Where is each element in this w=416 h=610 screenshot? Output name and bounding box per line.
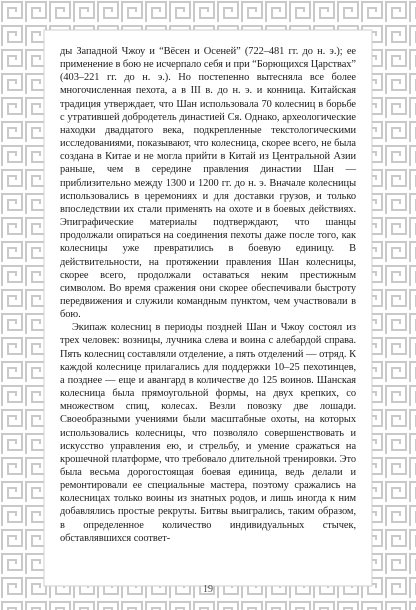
paragraph-2: Экипаж колесниц в периоды поздней Шан и Чжоу состоял из трех человек: возницы, лучника слева и воина с алебардой справа. Пять колесниц составляли отделение, а пять отделений — отряд. К каждой колеснице прилагались для поддержки 10–25 пехотинцев, а позднее — еще и авангард в количестве до 125 воинов. Шанская колесница была прямоугольной формы, на двух крепких, со множеством спиц, колесах. Везли повозку две лошади. Своеобразными учениями были масштабные охоты, на которых использовались колесницы, что позволяло совершенствовать и искусство управления ею, и стрельбу, и умение сражаться на крошечной платформе, что требовало длительной тренировки. Это была весьма дорогостоящая боевая единица, ведь делали и ремонтировали ее специальные мастера, поэтому сражались на колесницах только воины из знатных родов, и лишь иногда к ним добавлялись простые рекруты. Битвы выигрались, таким образом, в определенное количество индивидуальных стычек, обставлявшихся соответ-	[60, 322, 356, 544]
paragraph-1: ды Западной Чжоу и “Вёсен и Осеней” (722–481 гг. до н. э.); ее применение в бою не исчерпало себя и при “Борющихся Царствах” (403–221 гг. до н. э.). Но постепенно вытесняла все более многочисленная пехота, а в III в. до н. э. и конница. Китайская традиция утверждает, что Шан использовала 70 колесниц в борьбе с утратившей добродетель династией Ся. Однако, археологические находки двадцатого века, подкрепленные текстологическими исследованиями, показывают, что колесница, скорее всего, не была создана в Китае и не могла прийти в Китай из Центральной Азии раньше, чем в середине правления династии Шан — приблизительно между 1300 и 1200 гг. до н. э. Вначале колесницы использовались в церемониях и для доставки грузов, и только впоследствии их стали применять на охоте и в боевых действиях. Эпиграфические материалы подтверждают, что шанцы продолжали опираться на соединения пехоты даже после того, как колесницы уже превратились в боевую единицу. В действительности, на протяжении правления Шан колесницы, скорее всего, продолжали оставаться неким престижным символом. Во время сражения они скорее обеспечивали быстроту передвижения и служили командным пунктом, чем участвовали в бою.	[60, 46, 356, 321]
page-number: 19	[203, 584, 213, 595]
body-text	[60, 45, 356, 545]
